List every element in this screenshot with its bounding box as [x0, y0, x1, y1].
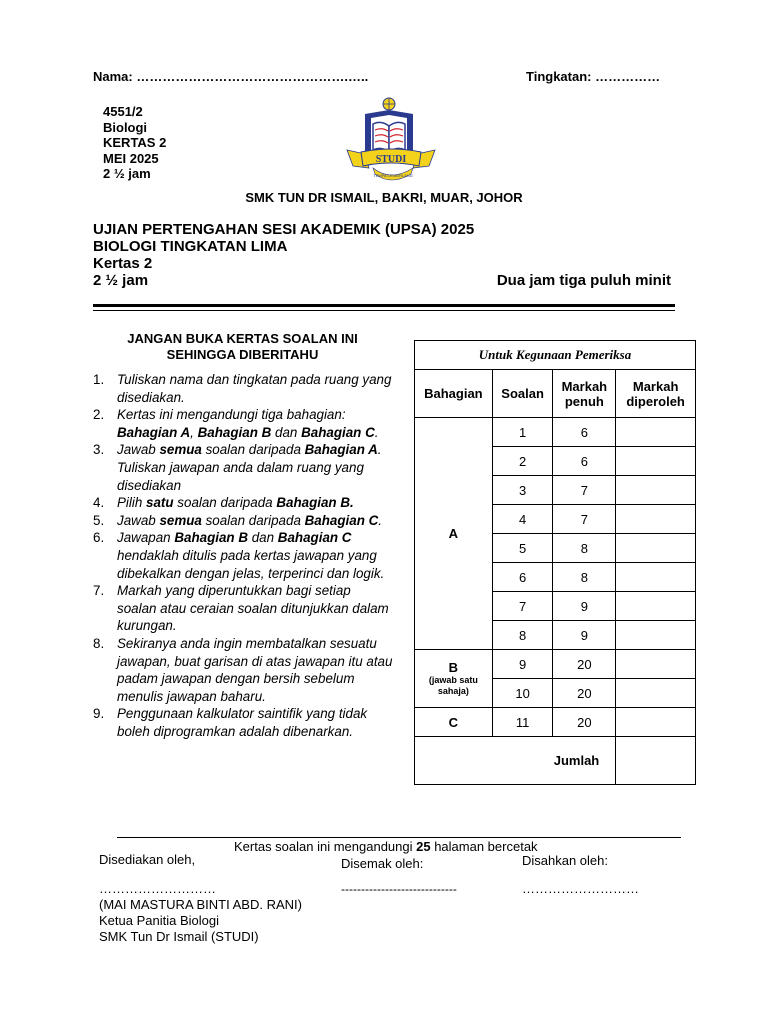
preparer-role: Ketua Panitia Biologi — [99, 913, 219, 928]
instruction-number: 9. — [93, 706, 105, 722]
instruction-emphasis: Bahagian B. — [276, 495, 354, 511]
paper-subject: Biologi — [103, 119, 148, 135]
name-field-label: Nama: ………………………………………….….. — [93, 69, 369, 84]
preparer-school: SMK Tun Dr Ismail (STUDI) — [99, 929, 259, 944]
instruction-emphasis: Bahagian C — [277, 530, 352, 546]
instruction-emphasis: Bahagian C — [304, 512, 379, 528]
obtained-marks-cell[interactable] — [616, 447, 696, 476]
full-marks: 9 — [553, 592, 616, 621]
instruction-number: 7. — [93, 583, 105, 599]
school-name: SMK TUN DR ISMAIL, BAKRI, MUAR, JOHOR — [245, 190, 523, 205]
instruction-number: 5. — [93, 512, 105, 528]
obtained-marks-cell[interactable] — [616, 534, 696, 563]
page-count-post: halaman bercetak — [430, 839, 538, 854]
instruction-item — [93, 705, 393, 740]
instruction-emphasis: satu — [146, 495, 174, 511]
section-b-label: B — [448, 660, 459, 675]
full-marks: 7 — [553, 505, 616, 534]
instruction-text: Sekiranya anda ingin membatalkan sesuatu jawapan, buat garisan di atas jawapan itu atau padam jawapan dengan bersih sebelum menulis jawapan baharu. — [117, 635, 393, 704]
total-marks-cell[interactable] — [616, 737, 696, 785]
logo-motto-text: TEMPA CEMERLANG — [373, 173, 413, 178]
header-bahagian: Bahagian — [415, 370, 493, 418]
prepared-by-label: Disediakan oleh, — [99, 852, 196, 867]
obtained-marks-cell[interactable] — [616, 505, 696, 534]
obtained-marks-cell[interactable] — [616, 621, 696, 650]
question-number: 3 — [492, 476, 553, 505]
section-c-cell: C — [415, 708, 493, 737]
instruction-text: soalan daripada — [201, 512, 305, 528]
full-marks: 7 — [553, 476, 616, 505]
paper-info — [103, 104, 166, 182]
full-marks: 9 — [553, 621, 616, 650]
page-count-number: 25 — [416, 839, 431, 854]
instruction-text: Penggunaan kalkulator saintifik yang tidak boleh diprogramkan adalah dibenarkan. — [117, 706, 368, 739]
exam-title: UJIAN PERTENGAHAN SESI AKADEMIK (UPSA) 2025 — [93, 221, 475, 238]
approved-by-label: Disahkan oleh: — [522, 853, 608, 868]
checked-by-label: Disemak oleh: — [341, 856, 424, 871]
warning-line-1: JANGAN BUKA KERTAS SOALAN INI — [127, 331, 358, 346]
header-divider-thick — [93, 304, 675, 307]
header-soalan: Soalan — [492, 370, 553, 418]
full-marks: 8 — [553, 534, 616, 563]
paper-number: KERTAS 2 — [103, 135, 167, 150]
instruction-emphasis: semua — [159, 442, 202, 458]
instruction-emphasis: Bahagian A — [304, 442, 378, 458]
obtained-marks-cell[interactable] — [616, 592, 696, 621]
question-number: 5 — [492, 534, 553, 563]
exam-title-block — [93, 221, 673, 289]
instruction-text: Jawab — [117, 512, 160, 528]
header-markah-diperoleh: Markah diperoleh — [616, 370, 696, 418]
warning-notice — [100, 331, 385, 363]
section-b-note: (jawab satu sahaja) — [428, 675, 478, 696]
instruction-item — [93, 406, 393, 441]
paper-code: 4551/2 — [103, 104, 143, 119]
instruction-number: 8. — [93, 635, 105, 651]
instruction-text: . — [374, 424, 379, 440]
obtained-marks-cell[interactable] — [616, 563, 696, 592]
question-number: 10 — [492, 679, 553, 708]
instruction-item — [93, 529, 393, 582]
instruction-emphasis: Bahagian A — [117, 424, 191, 440]
instruction-number: 2. — [93, 407, 105, 423]
instruction-text: Jawab — [117, 442, 160, 458]
question-number: 1 — [492, 418, 553, 447]
instruction-text: , — [190, 424, 198, 440]
instruction-item — [93, 441, 393, 494]
instruction-text: . — [378, 512, 383, 528]
full-marks: 20 — [553, 708, 616, 737]
logo-banner-text: STUDI — [375, 154, 407, 165]
instruction-text: Jawapan — [117, 530, 175, 546]
instruction-emphasis: Bahagian C — [301, 424, 375, 440]
instruction-item — [93, 371, 393, 406]
exam-subject: BIOLOGI TINGKATAN LIMA — [93, 238, 288, 255]
instruction-emphasis: semua — [159, 512, 202, 528]
preparer-name: (MAI MASTURA BINTI ABD. RANI) — [99, 897, 302, 912]
approved-signature-line: ……………………… — [522, 881, 639, 896]
instruction-number: 3. — [93, 442, 105, 458]
full-marks: 8 — [553, 563, 616, 592]
instruction-item — [93, 494, 393, 512]
instruction-emphasis: Bahagian B — [174, 530, 248, 546]
question-number: 9 — [492, 650, 553, 679]
instruction-text: hendaklah ditulis pada kertas jawapan yang dibekalkan dengan jelas, terperinci dan logik. — [117, 547, 385, 581]
question-number: 6 — [492, 563, 553, 592]
checked-signature-line: ----------------------------- — [341, 882, 457, 896]
instruction-text: dan — [248, 530, 278, 546]
obtained-marks-cell[interactable] — [616, 418, 696, 447]
full-marks: 6 — [553, 418, 616, 447]
question-number: 4 — [492, 505, 553, 534]
question-number: 8 — [492, 621, 553, 650]
page-count-note — [234, 839, 538, 855]
form-field-label: Tingkatan: …………… — [526, 69, 661, 84]
instructions-list — [93, 371, 393, 740]
instruction-text: Kertas ini mengandungi tiga bahagian: — [117, 407, 346, 423]
exam-duration-words: Dua jam tiga puluh minit — [496, 272, 671, 289]
instruction-item — [93, 635, 393, 705]
exam-paper: Kertas 2 — [93, 255, 153, 272]
instruction-item — [93, 582, 393, 635]
instruction-text: dan — [271, 424, 302, 440]
footer-divider — [117, 837, 681, 838]
exam-duration: 2 ½ jam — [93, 272, 149, 289]
paper-duration: 2 ½ jam — [103, 166, 151, 181]
warning-line-2: SEHINGGA DIBERITAHU — [166, 347, 319, 362]
preparer-details — [99, 897, 302, 945]
question-number: 11 — [492, 708, 553, 737]
obtained-marks-cell[interactable] — [616, 708, 696, 737]
full-marks: 6 — [553, 447, 616, 476]
obtained-marks-cell[interactable] — [616, 476, 696, 505]
examiner-marks-table — [414, 340, 696, 785]
paper-date: MEI 2025 — [103, 150, 159, 166]
exam-duration-row — [93, 272, 673, 289]
instruction-number: 4. — [93, 495, 105, 511]
instruction-number: 6. — [93, 530, 105, 546]
full-marks: 20 — [553, 650, 616, 679]
instruction-text: Pilih — [117, 495, 147, 511]
page-count-pre: Kertas soalan ini mengandungi — [234, 839, 417, 854]
total-label: Jumlah — [415, 737, 616, 785]
instruction-text: soalan daripada — [201, 442, 305, 458]
question-number: 7 — [492, 592, 553, 621]
section-b-cell — [415, 650, 493, 708]
header-divider-thin — [93, 310, 675, 311]
section-a-cell: A — [415, 418, 493, 650]
marks-table-caption: Untuk Kegunaan Pemeriksa — [415, 341, 696, 370]
question-number: 2 — [492, 447, 553, 476]
full-marks: 20 — [553, 679, 616, 708]
instruction-number: 1. — [93, 372, 105, 387]
instruction-text: soalan daripada — [173, 495, 277, 511]
instruction-text: Markah yang diperuntukkan bagi setiap soalan atau ceraian soalan ditunjukkan dalam kurungan. — [117, 583, 389, 634]
instruction-emphasis: Bahagian B — [197, 424, 272, 440]
obtained-marks-cell[interactable] — [616, 679, 696, 708]
instruction-text: . Tuliskan jawapan anda dalam ruang yang disediakan — [117, 442, 382, 493]
instruction-text: Tuliskan nama dan tingkatan pada ruang yang disediakan. — [117, 372, 392, 405]
obtained-marks-cell[interactable] — [616, 650, 696, 679]
school-logo — [343, 94, 439, 186]
header-markah-penuh: Markah penuh — [553, 370, 616, 418]
instruction-item — [93, 512, 393, 530]
prepared-signature-line: ……………………… — [99, 881, 216, 896]
